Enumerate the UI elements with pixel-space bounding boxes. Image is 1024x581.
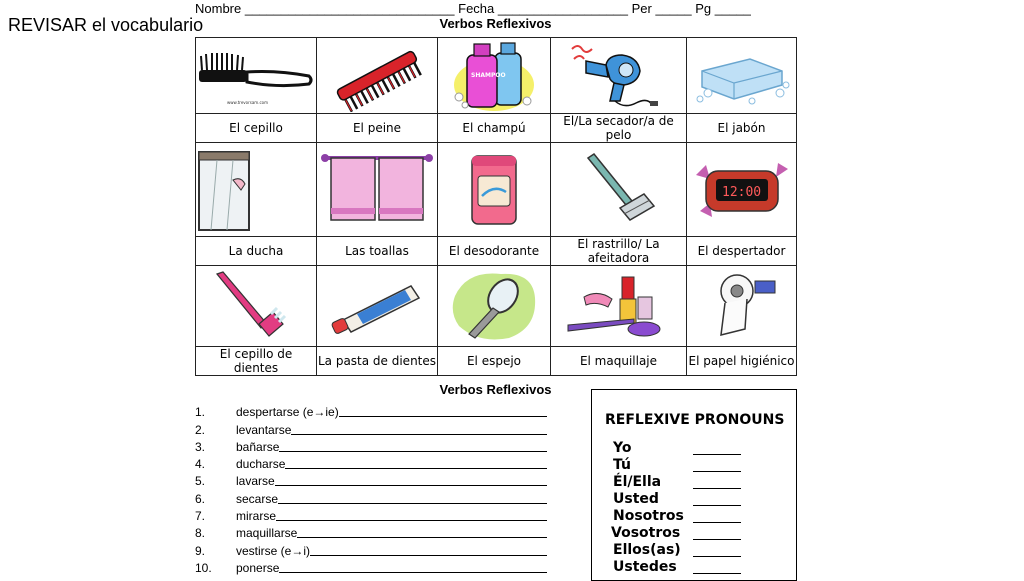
verb-text: bañarse bbox=[236, 439, 280, 454]
shampoo-icon bbox=[449, 39, 539, 113]
verbs-section-title: Verbos Reflexivos bbox=[439, 382, 552, 397]
razor-picture-cell bbox=[551, 143, 687, 237]
pronoun-row bbox=[592, 457, 796, 474]
verb-item bbox=[195, 488, 575, 505]
toilet-paper-icon bbox=[697, 269, 787, 343]
pronoun-row bbox=[592, 542, 796, 559]
answer-line[interactable] bbox=[693, 556, 741, 557]
shower-icon bbox=[197, 146, 315, 234]
pronoun-label: Vosotros bbox=[611, 525, 681, 541]
hair-dryer-icon bbox=[564, 39, 674, 113]
answer-line[interactable] bbox=[693, 539, 741, 540]
answer-line[interactable] bbox=[693, 454, 741, 455]
vocab-label: El champú bbox=[438, 114, 551, 143]
verb-item bbox=[195, 558, 575, 575]
razor-icon bbox=[574, 150, 664, 230]
vocab-section-title: Verbos Reflexivos bbox=[439, 16, 552, 31]
makeup-icon bbox=[564, 269, 674, 343]
soap-icon bbox=[692, 41, 792, 111]
answer-line[interactable] bbox=[693, 488, 741, 489]
verb-number: 4. bbox=[195, 457, 206, 472]
vocab-label: El jabón bbox=[687, 114, 797, 143]
verb-text: despertarse (e→ie) bbox=[236, 405, 339, 420]
alarm-clock-icon bbox=[692, 155, 792, 225]
answer-line[interactable] bbox=[275, 484, 547, 486]
vocabulary-grid bbox=[195, 37, 797, 376]
hairbrush-icon bbox=[197, 40, 315, 112]
shower-picture-cell bbox=[196, 143, 317, 237]
pronoun-label: Tú bbox=[613, 457, 631, 473]
answer-line[interactable] bbox=[339, 415, 547, 417]
answer-line[interactable] bbox=[276, 519, 547, 521]
pronoun-row bbox=[592, 474, 796, 491]
vocab-label: El cepillo de dientes bbox=[196, 347, 317, 376]
header-name-date-line: Nombre _____________________________ Fecha __________________ Per _____ Pg _____ bbox=[195, 1, 751, 16]
verb-item bbox=[195, 523, 575, 540]
verb-item bbox=[195, 540, 575, 557]
hairbrush-picture-cell bbox=[196, 38, 317, 114]
towels-icon bbox=[321, 150, 433, 230]
vocab-label: El cepillo bbox=[196, 114, 317, 143]
toilet-paper-picture-cell bbox=[687, 266, 797, 347]
pronoun-label: Usted bbox=[613, 491, 659, 507]
verb-number: 7. bbox=[195, 509, 206, 524]
pronoun-label: Ustedes bbox=[613, 559, 677, 575]
vocab-label: Las toallas bbox=[317, 237, 438, 266]
vocab-label: El despertador bbox=[687, 237, 797, 266]
mirror-picture-cell bbox=[438, 266, 551, 347]
verb-number: 9. bbox=[195, 543, 206, 558]
comb-icon bbox=[327, 40, 427, 112]
toothbrush-icon bbox=[211, 268, 301, 344]
answer-line[interactable] bbox=[285, 467, 547, 469]
pronouns-title: REFLEXIVE PRONOUNS bbox=[605, 412, 785, 428]
vocab-label: El/La secador/a de pelo bbox=[551, 114, 687, 143]
verb-text: maquillarse bbox=[236, 526, 298, 541]
verb-item bbox=[195, 402, 575, 419]
answer-line[interactable] bbox=[279, 450, 547, 452]
verb-text: secarse bbox=[236, 491, 279, 506]
pronoun-row bbox=[592, 491, 796, 508]
deodorant-picture-cell bbox=[438, 143, 551, 237]
pronoun-row bbox=[592, 559, 796, 576]
clock-time: 12:00 bbox=[721, 184, 761, 200]
comb-picture-cell bbox=[317, 38, 438, 114]
verb-item bbox=[195, 419, 575, 436]
answer-line[interactable] bbox=[693, 522, 741, 523]
vocab-label: La pasta de dientes bbox=[317, 347, 438, 376]
verb-number: 8. bbox=[195, 526, 206, 541]
vocab-label: El desodorante bbox=[438, 237, 551, 266]
vocab-label: El papel higiénico bbox=[687, 347, 797, 376]
verb-text: ponerse bbox=[236, 560, 280, 575]
answer-line[interactable] bbox=[278, 502, 547, 504]
verb-item bbox=[195, 471, 575, 488]
reflexive-pronouns-box bbox=[591, 389, 797, 581]
verb-text: lavarse bbox=[236, 474, 275, 489]
toothpaste-picture-cell bbox=[317, 266, 438, 347]
soap-picture-cell bbox=[687, 38, 797, 114]
verb-text: levantarse bbox=[236, 422, 292, 437]
vocab-label: El rastrillo/ La afeitadora bbox=[551, 237, 687, 266]
shampoo-picture-cell bbox=[438, 38, 551, 114]
verb-number: 1. bbox=[195, 405, 206, 420]
pronoun-label: Yo bbox=[613, 440, 632, 456]
answer-line[interactable] bbox=[310, 554, 547, 556]
mirror-icon bbox=[449, 268, 539, 344]
pronoun-row bbox=[592, 440, 796, 457]
answer-line[interactable] bbox=[279, 571, 547, 573]
verb-text: vestirse (e→i) bbox=[236, 543, 311, 558]
answer-line[interactable] bbox=[291, 433, 547, 435]
verb-number: 6. bbox=[195, 491, 206, 506]
side-title: REVISAR el vocabulario bbox=[8, 15, 204, 35]
verb-item bbox=[195, 437, 575, 454]
deodorant-icon bbox=[464, 150, 524, 230]
towels-picture-cell bbox=[317, 143, 438, 237]
makeup-picture-cell bbox=[551, 266, 687, 347]
pronoun-label: Nosotros bbox=[613, 508, 684, 524]
vocab-label: El espejo bbox=[438, 347, 551, 376]
pronoun-label: Ellos(as) bbox=[613, 542, 681, 558]
vocab-label: La ducha bbox=[196, 237, 317, 266]
verb-number: 3. bbox=[195, 439, 206, 454]
pronoun-row bbox=[592, 508, 796, 525]
toothpaste-icon bbox=[327, 270, 427, 342]
answer-line[interactable] bbox=[693, 573, 741, 574]
hair-dryer-picture-cell bbox=[551, 38, 687, 114]
answer-line[interactable] bbox=[693, 471, 741, 472]
verb-number: 5. bbox=[195, 474, 206, 489]
vocab-label: El maquillaje bbox=[551, 347, 687, 376]
shampoo-label: SHAMPOO bbox=[471, 71, 506, 79]
verb-number: 2. bbox=[195, 422, 206, 437]
pronoun-row bbox=[592, 525, 796, 542]
toothbrush-picture-cell bbox=[196, 266, 317, 347]
verb-text: mirarse bbox=[236, 509, 277, 524]
verbs-list bbox=[195, 402, 575, 575]
image-caption: www.trevorsam.com bbox=[227, 99, 269, 105]
vocab-label: El peine bbox=[317, 114, 438, 143]
verb-number: 10. bbox=[195, 560, 212, 575]
answer-line[interactable] bbox=[297, 536, 547, 538]
verb-item bbox=[195, 454, 575, 471]
answer-line[interactable] bbox=[693, 505, 741, 506]
verb-text: ducharse bbox=[236, 457, 286, 472]
alarm-clock-picture-cell bbox=[687, 143, 797, 237]
pronoun-label: Él/Ella bbox=[613, 474, 662, 490]
verb-item bbox=[195, 506, 575, 523]
